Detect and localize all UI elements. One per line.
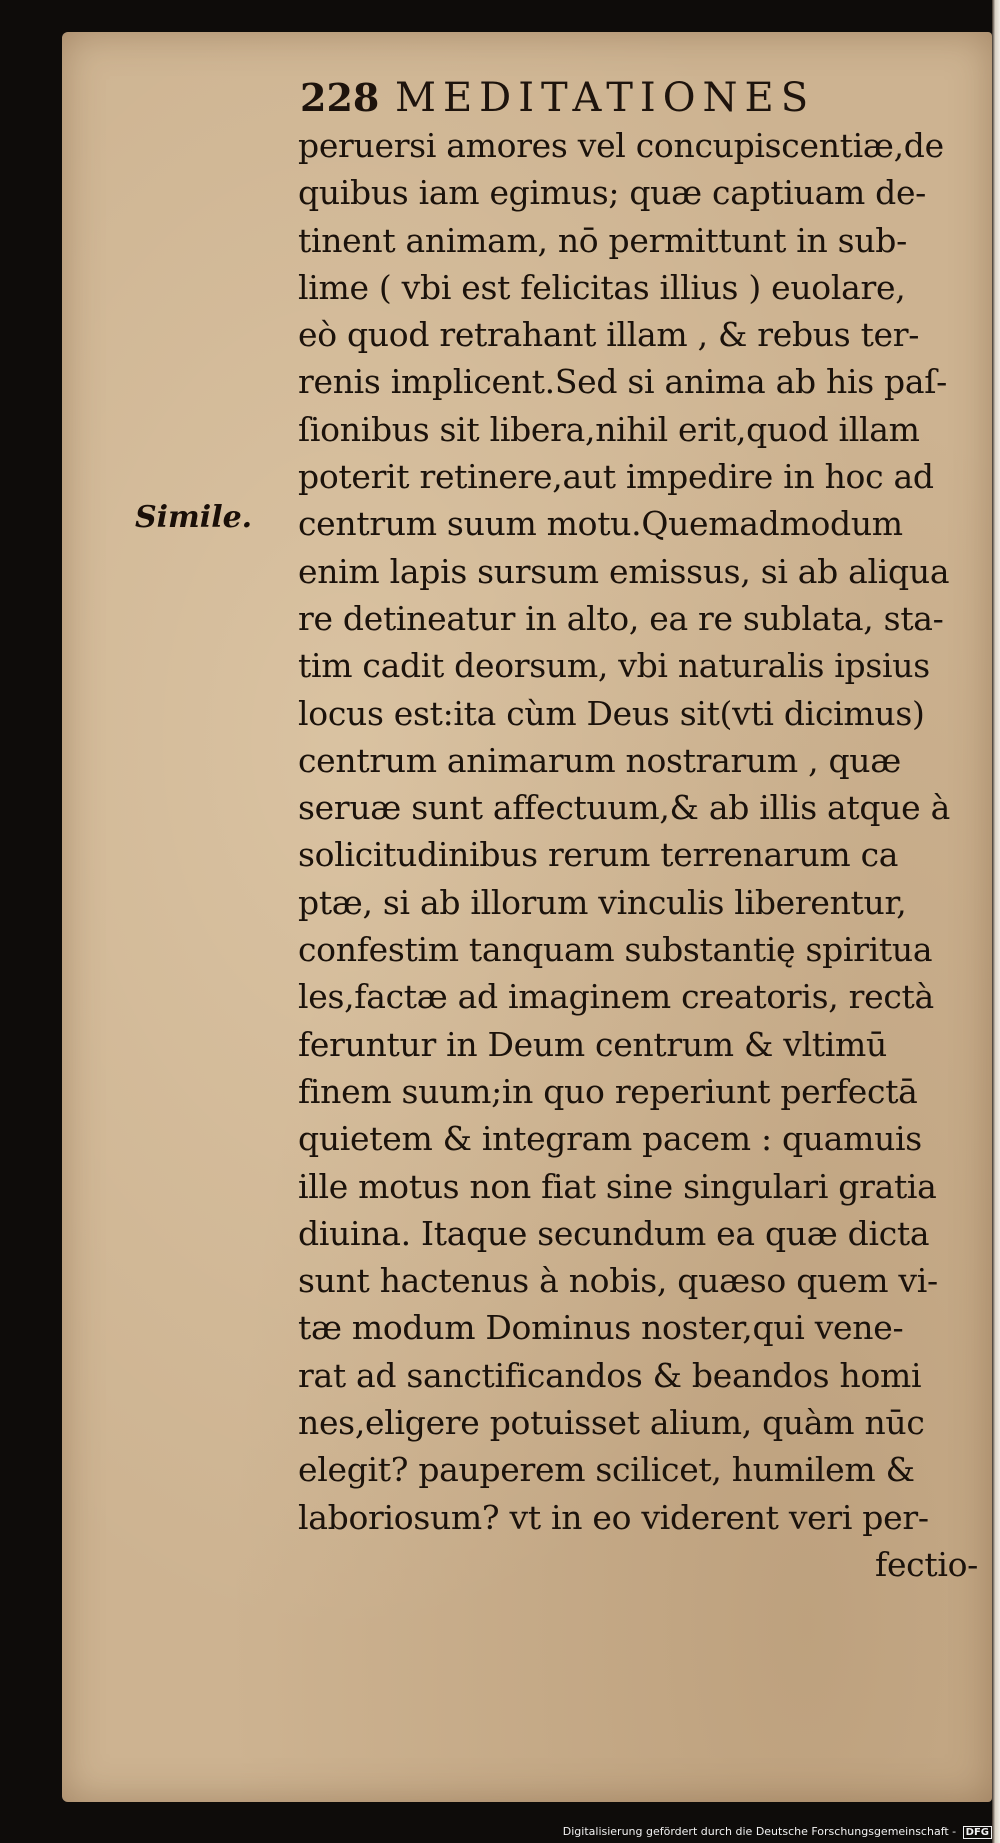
text-line: rat ad sanctificandos & beandos homi bbox=[298, 1355, 922, 1395]
text-line: re detineatur in alto, ea re sublata, sta- bbox=[298, 598, 944, 638]
text-line: tæ modum Dominus noster,qui vene- bbox=[298, 1308, 904, 1348]
text-line: poterit retinere,aut impedire in hoc ad bbox=[298, 457, 934, 497]
margin-note: Simile. bbox=[135, 500, 253, 535]
footer-credit bbox=[563, 1825, 992, 1839]
text-line: tim cadit deorsum, vbi naturalis ipsius bbox=[298, 646, 930, 686]
text-line: solicitudinibus rerum terrenarum ca bbox=[298, 835, 899, 875]
text-line: renis implicent.Sed si anima ab his paſ- bbox=[298, 362, 947, 402]
text-line: peruersi amores vel concupiscentiæ,de bbox=[298, 126, 944, 165]
text-line: locus est:ita cùm Deus sit(vti dicimus) bbox=[298, 693, 925, 733]
running-title: MEDITATIONES bbox=[395, 75, 816, 121]
text-line: ptæ, si ab illorum vinculis liberentur, bbox=[298, 882, 907, 922]
text-line: laboriosum? vt in eo viderent veri per- bbox=[298, 1497, 929, 1537]
text-line: les,factæ ad imaginem creatoris, rectà bbox=[298, 977, 934, 1017]
text-line: enim lapis sursum emissus, si ab aliqua bbox=[298, 551, 950, 591]
text-line: centrum animarum nostrarum , quæ bbox=[298, 740, 901, 780]
text-line: eò quod retrahant illam , & rebus ter- bbox=[298, 315, 920, 355]
text-line: ille motus non fiat sine singulari gratia bbox=[298, 1166, 937, 1206]
text-line: centrum suum motu.Quemadmodum bbox=[298, 504, 903, 544]
page-number: 228 bbox=[300, 75, 380, 120]
text-line: nes,eligere potuisset alium, quàm nūc bbox=[298, 1403, 925, 1443]
text-line: finem suum;in quo reperiunt perfectā bbox=[298, 1071, 918, 1111]
text-line: diuina. Itaque secundum ea quæ dicta bbox=[298, 1213, 930, 1253]
text-line: quibus iam egimus; quæ captiuam de- bbox=[298, 173, 927, 213]
text-line: elegit? pauperem scilicet, humilem & bbox=[298, 1450, 915, 1490]
text-line: feruntur in Deum centrum & vltimū bbox=[298, 1024, 887, 1064]
catchword: fectio- bbox=[875, 1544, 978, 1584]
text-line: lime ( vbi est felicitas illius ) euolare, bbox=[298, 267, 906, 307]
scan-edge bbox=[992, 0, 1000, 1843]
footer-text: Digitalisierung gefördert durch die Deutsche Forschungsgemeinschaft - bbox=[562, 1825, 957, 1838]
text-line: sunt hactenus à nobis, quæso quem vi- bbox=[298, 1261, 938, 1301]
body-text bbox=[298, 122, 978, 1588]
text-line: seruæ sunt affectuum,& ab illis atque à bbox=[298, 788, 950, 828]
text-line: ſionibus sit libera,nihil erit,quod illam bbox=[298, 409, 920, 449]
text-line: tinent animam, nō permittunt in sub- bbox=[298, 220, 907, 260]
text-line: quietem & integram pacem : quamuis bbox=[298, 1119, 922, 1159]
text-line: confestim tanquam substantię spiritua bbox=[298, 930, 933, 970]
dfg-logo-badge: DFG bbox=[963, 1826, 992, 1839]
